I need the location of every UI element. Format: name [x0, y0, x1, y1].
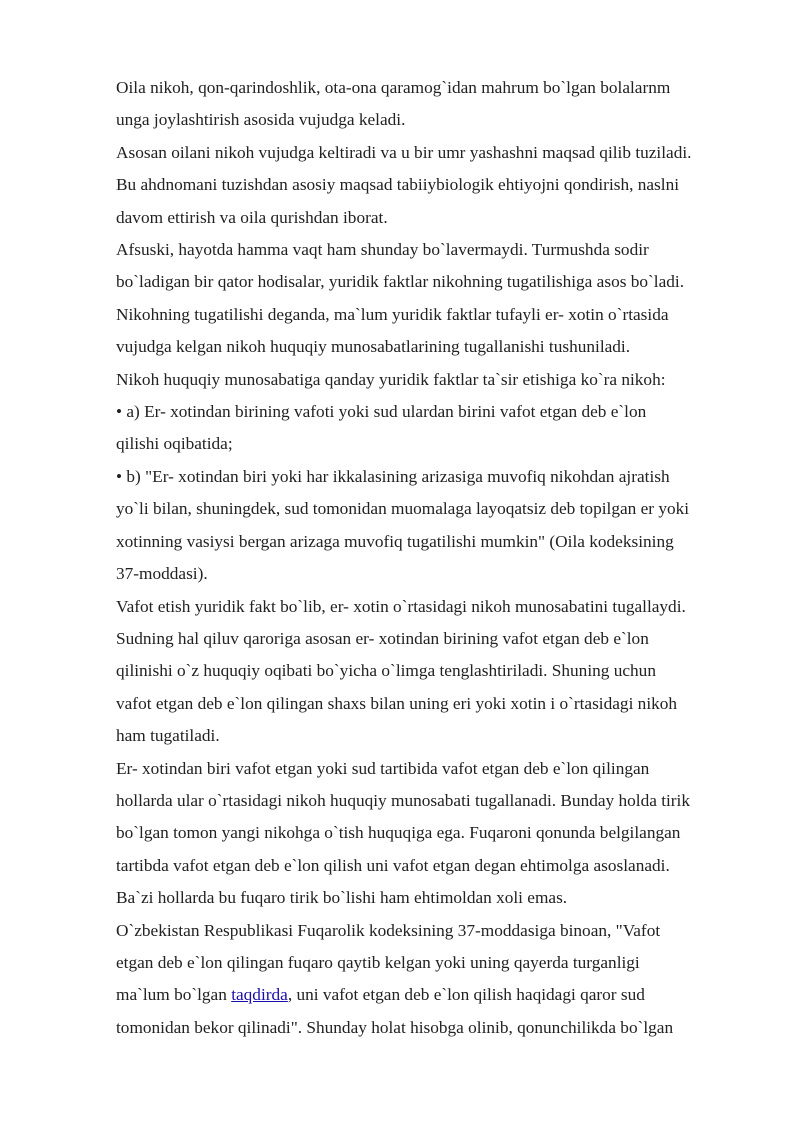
text-line: bo`lgan tomon yangi nikohga o`tish huquqiga ega. Fuqaroni qonunda belgilangan [116, 823, 681, 843]
text-line: ham tugatiladi. [116, 726, 220, 746]
taqdirda-link[interactable]: taqdirda [231, 985, 288, 1005]
text-line: 37-moddasi). [116, 564, 208, 584]
text-line: yo`li bilan, shuningdek, sud tomonidan muomalaga layoqatsiz deb topilgan er yoki [116, 499, 690, 519]
text-line: Sudning hal qiluv qaroriga asosan er- xotindan birining vafot etgan deb e`lon [116, 628, 649, 648]
bullet-item-a: • a) Er- xotindan birining vafoti yoki sud ulardan birini vafot etgan deb e`lon [116, 402, 647, 422]
text-line: vafot etgan deb e`lon qilingan shaxs bilan uning eri yoki xotin i o`rtasidagi nikoh [116, 693, 678, 713]
text-line: xotinning vasiysi bergan arizaga muvofiq tugatilishi mumkin" (Oila kodeksining [116, 531, 674, 551]
text-line: Bu ahdnomani tuzishdan asosiy maqsad tabiiybiologik ehtiyojni qondirish, naslni [116, 175, 680, 195]
text-line: qilinishi o`z huquqiy oqibati bo`yicha o`limga tenglashtiriladi. Shuning uchun [116, 661, 656, 681]
link-line-prefix: ma`lum bo`lgan [116, 985, 232, 1005]
text-line-with-link [116, 979, 756, 1011]
text-line: bo`ladigan bir qator hodisalar, yuridik faktlar nikohning tugatilishiga asos bo`ladi. [116, 272, 685, 292]
text-line: tartibda vafot etgan deb e`lon qilish uni vafot etgan degan ehtimolga asoslanadi. [116, 855, 670, 875]
text-line: davom ettirish va oila qurishdan iborat. [116, 207, 388, 227]
text-line: Ba`zi hollarda bu fuqaro tirik bo`lishi ham ehtimoldan xoli emas. [116, 888, 568, 908]
text-line: Nikoh huquqiy munosabatiga qanday yuridik faktlar ta`sir etishiga ko`ra nikoh: [116, 369, 666, 389]
text-line: O`zbekistan Respublikasi Fuqarolik kodeksining 37-moddasiga binoan, "Vafot [116, 920, 661, 940]
text-line: Vafot etish yuridik fakt bo`lib, er- xotin o`rtasidagi nikoh munosabatini tugallaydi. [116, 596, 686, 616]
link-line-suffix: , uni vafot etgan deb e`lon qilish haqidagi qaror sud [287, 985, 645, 1005]
text-line: vujudga kelgan nikoh huquqiy munosabatlarining tugallanishi tushuniladi. [116, 337, 631, 357]
text-line: unga joylashtirish asosida vujudga keladi. [116, 110, 406, 130]
text-line: hollarda ular o`rtasidagi nikoh huquqiy munosabati tugallanadi. Bunday holda tirik [116, 790, 691, 810]
text-line: tomonidan bekor qilinadi". Shunday holat hisobga olinib, qonunchilikda bo`lgan [116, 1017, 674, 1037]
text-line: Nikohning tugatilishi deganda, ma`lum yuridik faktlar tufayli er- xotin o`rtasida [116, 304, 669, 324]
text-line: Asosan oilani nikoh vujudga keltiradi va u bir umr yashashni maqsad qilib tuziladi. [116, 142, 692, 162]
text-line: Afsuski, hayotda hamma vaqt ham shunday bo`lavermaydi. Turmushda sodir [116, 240, 649, 260]
bullet-item-b: • b) "Er- xotindan biri yoki har ikkalasining arizasiga muvofiq nikohdan ajratish [116, 466, 670, 486]
text-line: etgan deb e`lon qilingan fuqaro qaytib kelgan yoki uning qayerda turganligi [116, 952, 640, 972]
text-line: qilishi oqibatida; [116, 434, 233, 454]
text-line: Er- xotindan biri vafot etgan yoki sud tartibida vafot etgan deb e`lon qilingan [116, 758, 650, 778]
document-body [116, 72, 756, 1044]
text-line: Oila nikoh, qon-qarindoshlik, ota-ona qaramog`idan mahrum bo`lgan bolalarnm [116, 78, 671, 97]
